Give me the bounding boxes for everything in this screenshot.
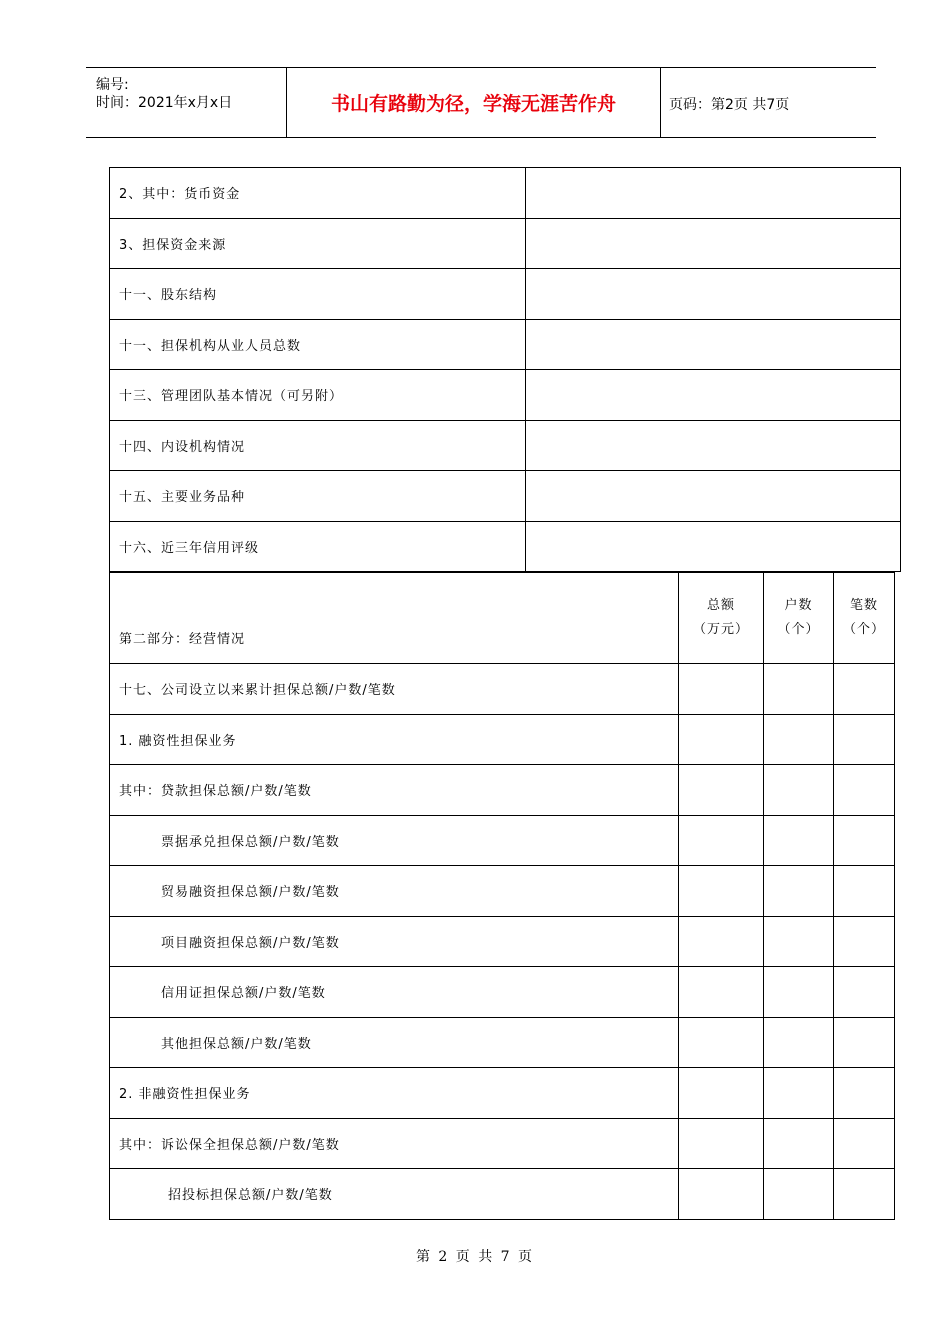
total-cell[interactable] — [679, 1017, 764, 1068]
households-cell[interactable] — [764, 815, 834, 866]
table-row — [110, 471, 901, 522]
row-label: 其他担保总额/户数/笔数 — [110, 1017, 679, 1068]
count-cell[interactable] — [834, 1068, 895, 1119]
total-cell[interactable] — [679, 916, 764, 967]
value-cell[interactable] — [526, 521, 901, 572]
total-cell[interactable] — [679, 714, 764, 765]
households-cell[interactable] — [764, 866, 834, 917]
households-cell[interactable] — [764, 664, 834, 715]
households-cell[interactable] — [764, 1068, 834, 1119]
total-cell[interactable] — [679, 1068, 764, 1119]
table-row — [110, 967, 895, 1018]
operations-table — [109, 572, 895, 1220]
table-header-row — [110, 573, 895, 664]
households-cell[interactable] — [764, 765, 834, 816]
row-label: 其中：诉讼保全担保总额/户数/笔数 — [110, 1118, 679, 1169]
households-cell[interactable] — [764, 1017, 834, 1068]
total-cell[interactable] — [679, 1118, 764, 1169]
table-row — [110, 1118, 895, 1169]
part2-title: 第二部分：经营情况 — [110, 573, 679, 664]
table-row — [110, 765, 895, 816]
col-header-households: 户数 （个） — [764, 573, 834, 664]
households-cell[interactable] — [764, 916, 834, 967]
count-cell[interactable] — [834, 866, 895, 917]
table-row — [110, 1017, 895, 1068]
row-label: 其中：贷款担保总额/户数/笔数 — [110, 765, 679, 816]
row-label: 贸易融资担保总额/户数/笔数 — [110, 866, 679, 917]
date-label: 时间：2021年x月x日 — [96, 95, 233, 111]
row-label: 1. 融资性担保业务 — [110, 714, 679, 765]
page-header — [86, 67, 876, 138]
table-row — [110, 1169, 895, 1220]
row-label: 票据承兑担保总额/户数/笔数 — [110, 815, 679, 866]
row-label: 十一、担保机构从业人员总数 — [110, 319, 526, 370]
row-label: 3、担保资金来源 — [110, 218, 526, 269]
value-cell[interactable] — [526, 471, 901, 522]
table-row — [110, 370, 901, 421]
col-header-count: 笔数 （个） — [834, 573, 895, 664]
total-cell[interactable] — [679, 1169, 764, 1220]
households-cell[interactable] — [764, 1118, 834, 1169]
households-cell[interactable] — [764, 967, 834, 1018]
count-cell[interactable] — [834, 1017, 895, 1068]
number-label: 编号: — [96, 77, 129, 93]
count-cell[interactable] — [834, 765, 895, 816]
value-cell[interactable] — [526, 168, 901, 219]
table-row — [110, 521, 901, 572]
total-cell[interactable] — [679, 866, 764, 917]
count-cell[interactable] — [834, 714, 895, 765]
table-row — [110, 714, 895, 765]
count-cell[interactable] — [834, 916, 895, 967]
total-cell[interactable] — [679, 967, 764, 1018]
total-cell[interactable] — [679, 815, 764, 866]
row-label: 2、其中：货币资金 — [110, 168, 526, 219]
value-cell[interactable] — [526, 218, 901, 269]
count-cell[interactable] — [834, 664, 895, 715]
table-row — [110, 420, 901, 471]
row-label: 十六、近三年信用评级 — [110, 521, 526, 572]
table-row — [110, 218, 901, 269]
value-cell[interactable] — [526, 319, 901, 370]
header-motto: 书山有路勤为径，学海无涯苦作舟 — [287, 68, 661, 137]
value-cell[interactable] — [526, 420, 901, 471]
basic-info-table — [109, 167, 901, 572]
row-label: 项目融资担保总额/户数/笔数 — [110, 916, 679, 967]
row-label: 十七、公司设立以来累计担保总额/户数/笔数 — [110, 664, 679, 715]
households-cell[interactable] — [764, 1169, 834, 1220]
table-row — [110, 815, 895, 866]
row-label: 十五、主要业务品种 — [110, 471, 526, 522]
col-header-total: 总额 （万元） — [679, 573, 764, 664]
page-footer: 第 2 页 共 7 页 — [415, 1249, 535, 1265]
count-cell[interactable] — [834, 967, 895, 1018]
table-row — [110, 269, 901, 320]
households-cell[interactable] — [764, 714, 834, 765]
value-cell[interactable] — [526, 370, 901, 421]
row-label: 招投标担保总额/户数/笔数 — [110, 1169, 679, 1220]
row-label: 信用证担保总额/户数/笔数 — [110, 967, 679, 1018]
total-cell[interactable] — [679, 765, 764, 816]
count-cell[interactable] — [834, 815, 895, 866]
count-cell[interactable] — [834, 1169, 895, 1220]
row-label: 十四、内设机构情况 — [110, 420, 526, 471]
table-row — [110, 664, 895, 715]
table-row — [110, 168, 901, 219]
value-cell[interactable] — [526, 269, 901, 320]
row-label: 2. 非融资性担保业务 — [110, 1068, 679, 1119]
total-cell[interactable] — [679, 664, 764, 715]
table-row — [110, 916, 895, 967]
header-page-label: 页码：第2页 共7页 — [669, 97, 790, 113]
count-cell[interactable] — [834, 1118, 895, 1169]
table-row — [110, 866, 895, 917]
table-row — [110, 1068, 895, 1119]
table-row — [110, 319, 901, 370]
row-label: 十三、管理团队基本情况（可另附） — [110, 370, 526, 421]
header-meta — [86, 68, 287, 137]
row-label: 十一、股东结构 — [110, 269, 526, 320]
